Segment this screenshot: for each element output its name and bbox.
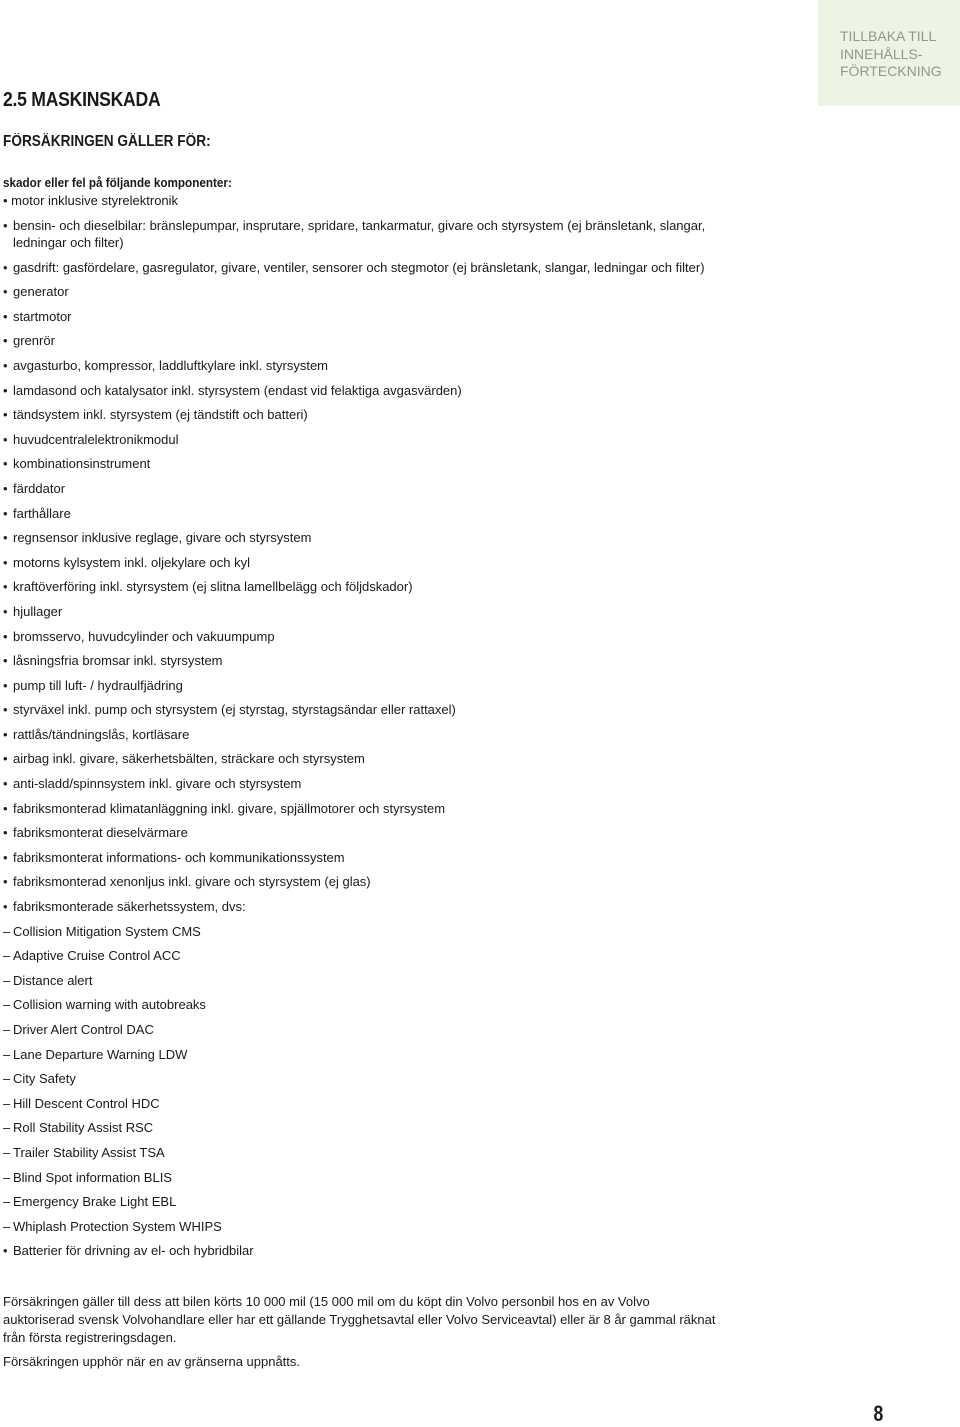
bullet-marker: •	[3, 480, 8, 496]
components-list	[0, 217, 720, 1267]
bullet-marker: •	[3, 677, 8, 693]
list-item-text: startmotor	[13, 308, 72, 324]
list-item-text: fabriksmonterad xenonljus inkl. givare och styrsystem (ej glas)	[13, 874, 371, 890]
list-item-text: farthållare	[13, 505, 71, 521]
dash-marker: –	[3, 1022, 11, 1037]
list-item-text: färddator	[13, 480, 66, 496]
back-link-line-3: FÖRTECKNING	[840, 63, 942, 79]
list-item	[0, 1021, 720, 1038]
dash-marker: –	[3, 923, 11, 939]
bullet-marker: •	[3, 603, 8, 619]
dash-marker: –	[3, 1095, 11, 1111]
list-item	[0, 628, 720, 645]
list-item-text: bromsservo, huvudcylinder och vakuumpump	[13, 628, 275, 644]
list-item	[0, 996, 720, 1013]
list-item	[0, 455, 720, 472]
back-to-contents-link[interactable]	[818, 0, 960, 106]
list-item-text: lamdasond och katalysator inkl. styrsystem (endast vid felaktiga avgasvärden)	[13, 382, 462, 398]
list-item	[0, 873, 720, 890]
back-link-line-1: TILLBAKA TILL	[840, 28, 937, 44]
list-item	[0, 898, 720, 915]
list-item	[0, 652, 720, 669]
list-item-text: Distance alert	[13, 972, 93, 988]
list-item-text: Lane Departure Warning LDW	[13, 1046, 188, 1062]
list-item	[0, 726, 720, 743]
bullet-marker: •	[3, 530, 8, 546]
bullet-marker: •	[3, 357, 8, 373]
bullet-marker: •	[3, 431, 8, 447]
list-item-text: bensin- och dieselbilar: bränslepumpar, insprutare, spridare, tankarmatur, givare och styrsystem (ej bränsletank, slangar, ledningar och filter)	[13, 218, 706, 250]
list-item	[0, 1119, 720, 1136]
list-item	[0, 972, 720, 989]
bullet-marker: •	[3, 628, 8, 644]
list-item-text: Blind Spot information BLIS	[13, 1169, 172, 1185]
list-item	[0, 677, 720, 694]
list-item-text: City Safety	[13, 1071, 76, 1087]
list-item	[0, 480, 720, 497]
bullet-marker: •	[3, 284, 8, 300]
list-item	[0, 1242, 720, 1259]
list-item-text: Trailer Stability Assist TSA	[13, 1144, 165, 1160]
list-item-text: fabriksmonterad klimatanläggning inkl. givare, spjällmotorer och styrsystem	[13, 800, 446, 816]
list-item	[0, 750, 720, 767]
bullet-marker: •	[3, 505, 8, 521]
list-item-text: Collision warning with autobreaks	[13, 997, 206, 1013]
list-item	[0, 701, 720, 718]
bullet-marker: •	[3, 874, 8, 890]
list-item	[0, 529, 720, 546]
bullet-marker: •	[3, 825, 8, 841]
list-item-text: hjullager	[13, 603, 63, 619]
list-item-text: motorns kylsystem inkl. oljekylare och kyl	[13, 554, 250, 570]
list-item	[0, 554, 720, 571]
bullet-marker: •	[3, 776, 8, 792]
list-item-text: fabriksmonterat informations- och kommunikationssystem	[13, 849, 345, 865]
list-item	[0, 824, 720, 841]
dash-marker: –	[3, 972, 11, 988]
list-item-text: tändsystem inkl. styrsystem (ej tändstift och batteri)	[13, 407, 308, 423]
list-item-text: pump till luft- / hydraulfjädring	[13, 677, 183, 693]
bullet-marker: •	[3, 653, 8, 669]
dash-marker: –	[3, 997, 11, 1013]
list-item-text: gasdrift: gasfördelare, gasregulator, givare, ventiler, sensorer och stegmotor (ej bränsletank, slangar, ledningar och filter)	[13, 259, 705, 275]
bullet-marker: •	[3, 899, 8, 915]
list-item	[0, 332, 720, 349]
list-item-text: fabriksmonterade säkerhetssystem, dvs:	[13, 899, 246, 915]
intro-text: skador eller fel på följande komponenter:	[3, 175, 232, 190]
list-item	[0, 923, 720, 940]
list-item-text: Driver Alert Control DAC	[13, 1022, 154, 1037]
list-item	[0, 382, 720, 399]
dash-marker: –	[3, 1144, 11, 1160]
bullet-marker: •	[3, 333, 8, 349]
list-item-text: regnsensor inklusive reglage, givare och styrsystem	[13, 530, 312, 546]
list-item	[0, 259, 720, 276]
list-item	[0, 800, 720, 817]
list-item-text: generator	[13, 284, 69, 300]
dash-marker: –	[3, 1071, 11, 1087]
first-list-item: • motor inklusive styrelektronik	[3, 193, 179, 208]
page-number: 8	[873, 1401, 883, 1426]
list-item	[0, 431, 720, 448]
list-item	[0, 578, 720, 595]
bullet-marker: •	[3, 554, 8, 570]
section-subheading: FÖRSÄKRINGEN GÄLLER FÖR:	[3, 133, 211, 150]
dash-marker: –	[3, 1046, 11, 1062]
list-item	[0, 1218, 720, 1235]
list-item-text: rattlås/tändningslås, kortläsare	[13, 726, 190, 742]
list-item	[0, 1193, 720, 1210]
list-item-text: Batterier för drivning av el- och hybridbilar	[13, 1243, 254, 1259]
list-item	[0, 357, 720, 374]
list-item-text: anti-sladd/spinnsystem inkl. givare och styrsystem	[13, 776, 302, 792]
bullet-marker: •	[3, 382, 8, 398]
bullet-marker: •	[3, 726, 8, 742]
list-item	[0, 775, 720, 792]
bullet-marker: •	[3, 259, 8, 275]
list-item	[0, 505, 720, 522]
bullet-marker: •	[3, 218, 8, 233]
list-item	[0, 603, 720, 620]
list-item	[0, 849, 720, 866]
list-item-text: fabriksmonterat dieselvärmare	[13, 825, 188, 841]
list-item	[0, 1046, 720, 1063]
list-item-text: huvudcentralelektronikmodul	[13, 431, 179, 447]
back-link-line-2: INNEHÅLLS-	[840, 45, 923, 62]
list-item	[0, 283, 720, 300]
list-item	[0, 1144, 720, 1161]
bullet-marker: •	[3, 407, 8, 423]
dash-marker: –	[3, 1218, 11, 1234]
list-item	[0, 1095, 720, 1112]
list-item-text: Roll Stability Assist RSC	[13, 1120, 154, 1136]
list-item-text: styrväxel inkl. pump och styrsystem (ej styrstag, styrstagsändar eller rattaxel)	[13, 702, 456, 718]
dash-marker: –	[3, 948, 11, 964]
bullet-marker: •	[3, 1243, 8, 1259]
bullet-marker: •	[3, 849, 8, 865]
dash-marker: –	[3, 1194, 11, 1210]
validity-paragraph: Försäkringen gäller till dess att bilen körts 10 000 mil (15 000 mil om du köpt din Volvo personbil hos en av Volvo auktoriserad svensk Volvohandlare eller har ett gällande Trygghetsavtal eller Volvo Serviceavtal) eller är 8 år gammal räknat från första registreringsdagen.	[3, 1294, 716, 1345]
bullet-marker: •	[3, 800, 8, 816]
bullet-marker: •	[3, 308, 8, 324]
list-item-text: Collision Mitigation System CMS	[13, 923, 201, 939]
list-item	[0, 1070, 720, 1087]
list-item	[0, 217, 720, 251]
list-item-text: kombinationsinstrument	[13, 456, 151, 472]
bullet-marker: •	[3, 456, 8, 472]
bullet-marker: •	[3, 751, 8, 767]
dash-marker: –	[3, 1120, 11, 1136]
list-item-text: avgasturbo, kompressor, laddluftkylare inkl. styrsystem	[13, 357, 329, 373]
list-item-text: grenrör	[13, 333, 55, 349]
list-item-text: Hill Descent Control HDC	[13, 1095, 160, 1111]
list-item	[0, 406, 720, 423]
dash-marker: –	[3, 1169, 11, 1185]
list-item-text: Emergency Brake Light EBL	[13, 1194, 177, 1210]
list-item-text: låsningsfria bromsar inkl. styrsystem	[13, 653, 223, 669]
page-title: 2.5 MASKINSKADA	[3, 89, 161, 111]
bullet-marker: •	[3, 579, 8, 595]
list-item	[0, 308, 720, 325]
expiry-paragraph: Försäkringen upphör när en av gränserna uppnåtts.	[3, 1354, 301, 1369]
list-item-text: airbag inkl. givare, säkerhetsbälten, sträckare och styrsystem	[13, 751, 365, 767]
list-item-text: Whiplash Protection System WHIPS	[13, 1218, 222, 1234]
list-item	[0, 1169, 720, 1186]
list-item-text: Adaptive Cruise Control ACC	[13, 948, 181, 964]
list-item	[0, 947, 720, 964]
bullet-marker: •	[3, 702, 8, 718]
list-item-text: kraftöverföring inkl. styrsystem (ej slitna lamellbelägg och följdskador)	[13, 579, 413, 595]
